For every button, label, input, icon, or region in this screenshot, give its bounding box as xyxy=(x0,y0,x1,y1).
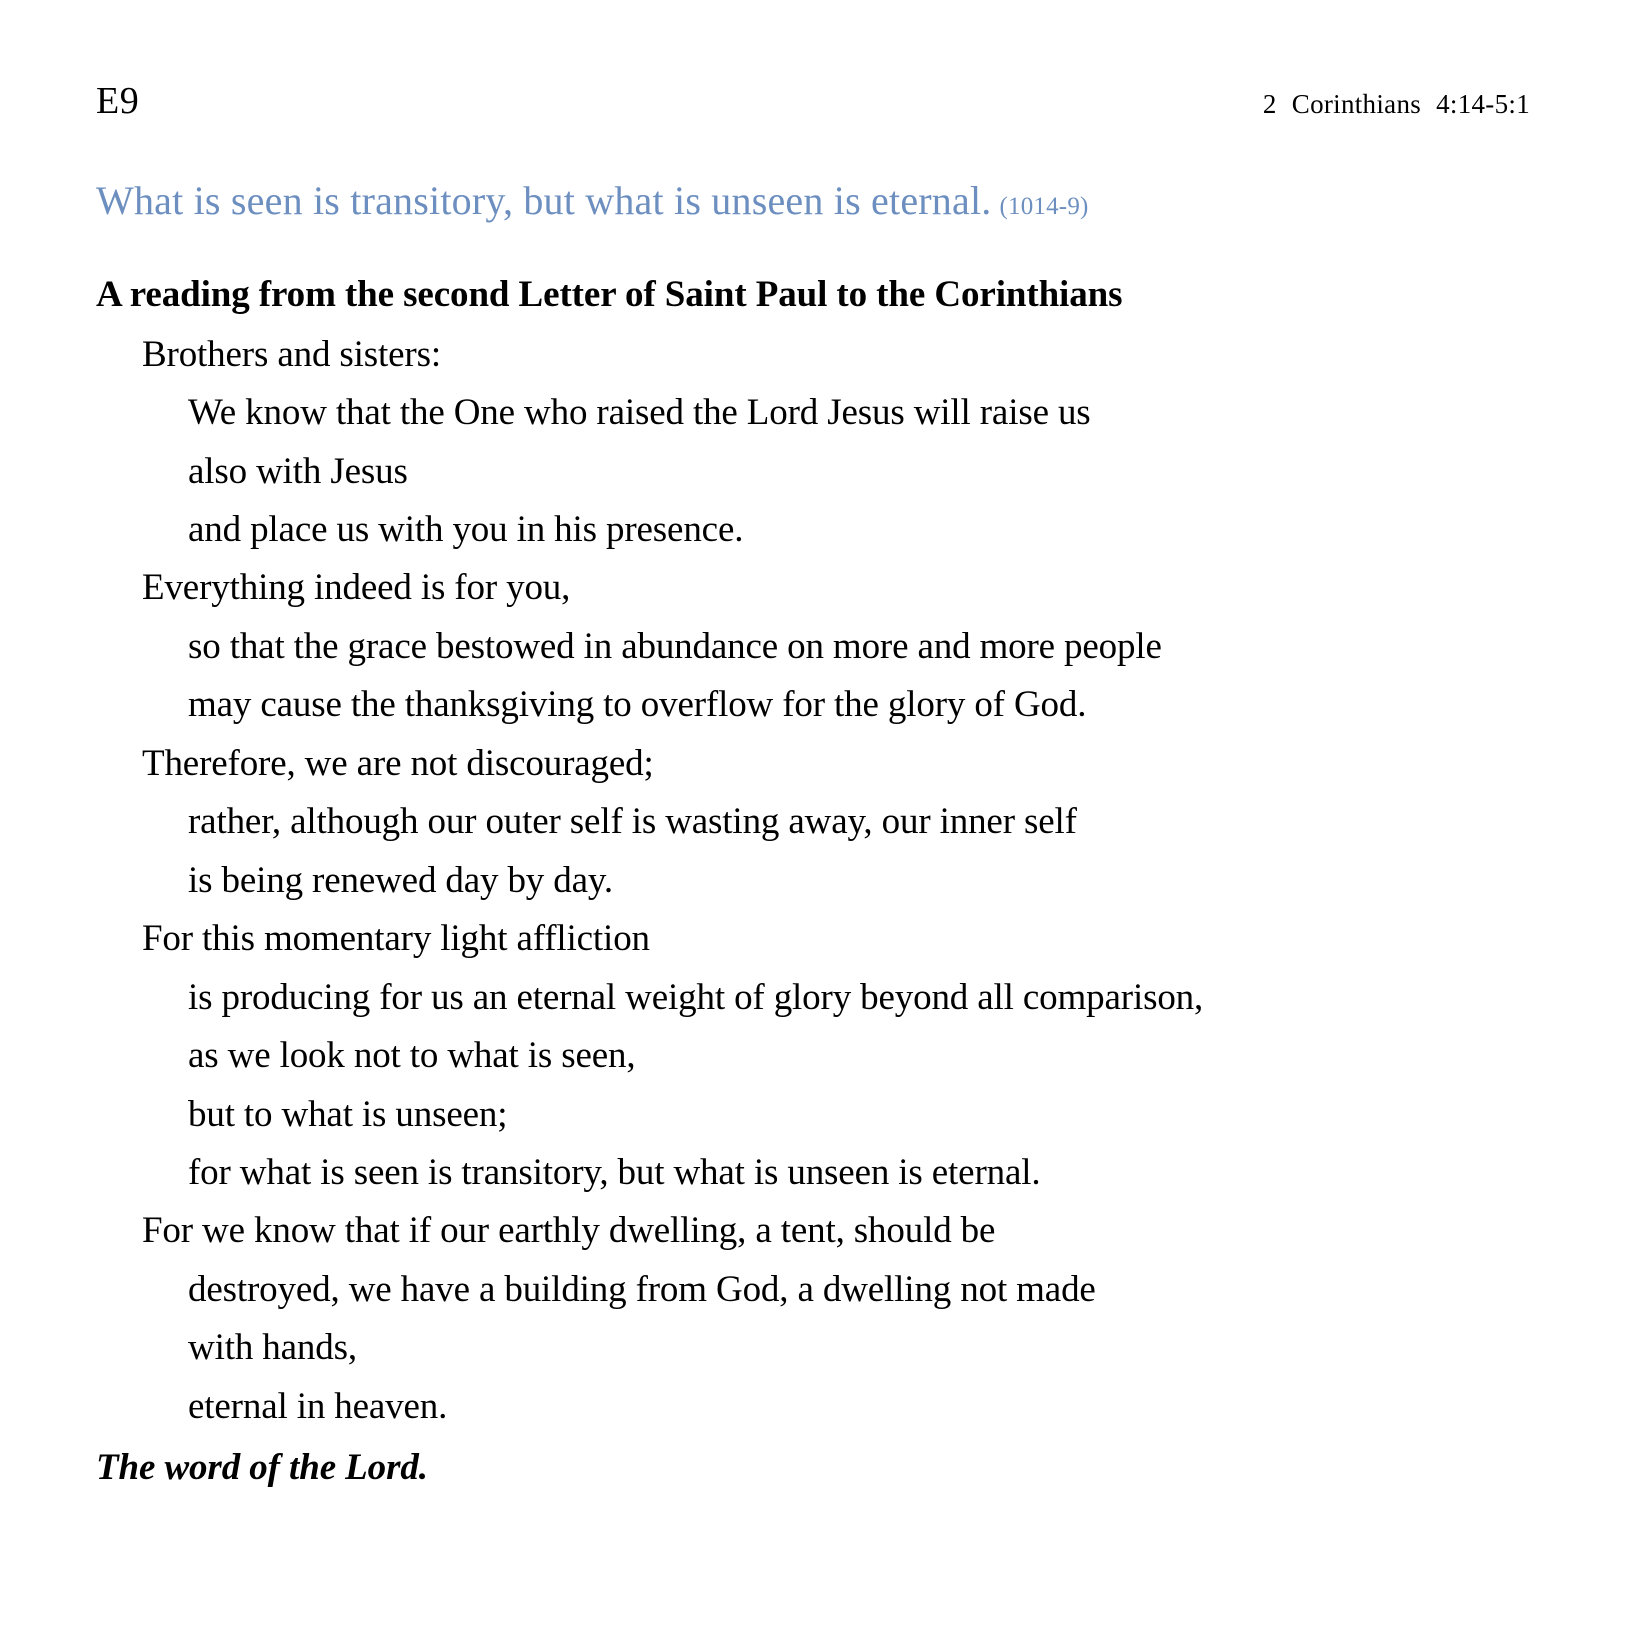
verse-line: as we look not to what is seen, xyxy=(188,1035,636,1077)
verse-line: eternal in heaven. xyxy=(188,1385,448,1427)
verse-line: Brothers and sisters: xyxy=(142,333,441,375)
verse-line: so that the grace bestowed in abundance on more and more people xyxy=(188,625,1162,667)
verse-line: and place us with you in his presence. xyxy=(188,509,744,550)
verse-line: For this momentary light affliction xyxy=(142,918,650,960)
verse-line: We know that the One who raised the Lord Jesus will raise us xyxy=(188,392,1091,434)
verse-line: Therefore, we are not discouraged; xyxy=(142,742,654,784)
reading-body xyxy=(96,268,1586,1496)
verse-line: is producing for us an eternal weight of glory beyond all comparison, xyxy=(188,976,1204,1018)
verse-line: For we know that if our earthly dwelling, a tent, should be xyxy=(142,1210,996,1252)
verse-line-list xyxy=(96,326,1586,1437)
verse-line: with hands, xyxy=(188,1327,357,1369)
verse-line: destroyed, we have a building from God, a dwelling not made xyxy=(188,1268,1096,1310)
verse-line: Everything indeed is for you, xyxy=(142,567,571,609)
page-label: E9 xyxy=(96,80,140,122)
reading-intro: A reading from the second Letter of Saint Paul to the Corinthians xyxy=(96,274,1123,315)
reading-closing: The word of the Lord. xyxy=(96,1447,428,1489)
verse-line: is being renewed day by day. xyxy=(188,859,613,901)
reading-title-text: What is seen is transitory, but what is unseen is eternal. xyxy=(96,178,992,223)
reading-title xyxy=(96,178,1530,224)
reading-title-reference: (1014-9) xyxy=(999,193,1089,220)
verse-line: rather, although our outer self is wasting away, our inner self xyxy=(188,801,1077,843)
verse-line: may cause the thanksgiving to overflow for the glory of God. xyxy=(188,684,1087,726)
verse-line: also with Jesus xyxy=(188,450,408,492)
verse-line: for what is seen is transitory, but what is unseen is eternal. xyxy=(188,1151,1041,1193)
scripture-citation: 2 Corinthians 4:14-5:1 xyxy=(1262,89,1530,119)
verse-line: but to what is unseen; xyxy=(188,1093,508,1135)
running-header xyxy=(96,82,1530,128)
